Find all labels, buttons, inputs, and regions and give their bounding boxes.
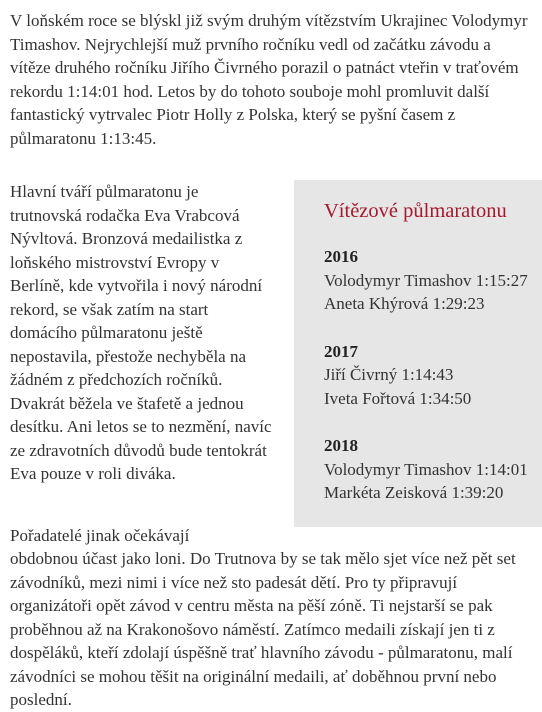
year-block-2016 [324,245,542,316]
year-label: 2017 [324,341,358,361]
year-label: 2018 [324,436,358,455]
winners-box-title: Vítězové půlmaratonu [324,200,507,222]
winners-box [294,180,542,527]
winner-entry: Iveta Fořtová 1:34:50 [324,388,472,408]
outro-paragraph [10,524,530,712]
winner-entry: Volodymyr Timashov 1:15:27 [324,270,528,290]
outro-first-line: Pořadatelé jinak očekávají [10,525,190,545]
winner-entry: Jiří Čivrný 1:14:43 [324,365,454,384]
intro-paragraph: V loňském roce se blýskl již svým druhým vítězstvím Ukrajinec Volodymyr Timashov. Nejrychlejší muž prvního ročníku vedl od začátku závodu a vítěze druhého ročníku Jiřího Čivrného porazil o patnáct vteřin v traťovém rekordu 1:14:01 hod. Letos by do tohoto souboje mohl promluvit další fantastický vytrvalec Piotr Holly z Polska, který se pyšní časem z půlmaratonu 1:13:45. [10,11,528,148]
year-block-2018 [324,434,542,505]
winner-entry: Markéta Zeisková 1:39:20 [324,483,504,502]
winner-entry: Volodymyr Timashov 1:14:01 [324,459,528,479]
year-block-2017 [324,340,542,411]
year-label: 2016 [324,247,358,266]
middle-paragraph: Hlavní tváří půlmaratonu je trutnovská rodačka Eva Vrabcová Nývltová. Bronzová medailistka z loňského mistrovství Evropy v Berlíně, kde vytvořila i nový národní rekord, se však zatím na start domácího půlmaratonu ještě nepostavila, přestože nechyběla na žádném z předchozích ročníků. Dvakrát běžela ve štafetě a jednou desítku. Ani letos se to nezmění, navíc ze zdravotních důvodů bude tentokrát Eva pouze v roli diváka. [10,182,272,483]
article [10,9,530,712]
winner-entry: Aneta Khýrová 1:29:23 [324,294,485,313]
content-with-sidebar [10,180,530,502]
outro-rest: obdobnou účast jako loni. Do Trutnova by se tak mělo sjet více než pět set závodníků, mezi nimi i více než sto padesát dětí. Pro ty připravují organizátoři opět závod v centru města na pěší zóně. Ti nejstarší se pak proběhnou až na Krakonošovo náměstí. Zatímco medaili získají jen ti z dospěláků, kteří zdolají úspěšně trať hlavního závodu - půlmaratonu, malí závodníci se mohou těšit na originální medaili, ať doběhnou první nebo poslední. [10,549,516,709]
